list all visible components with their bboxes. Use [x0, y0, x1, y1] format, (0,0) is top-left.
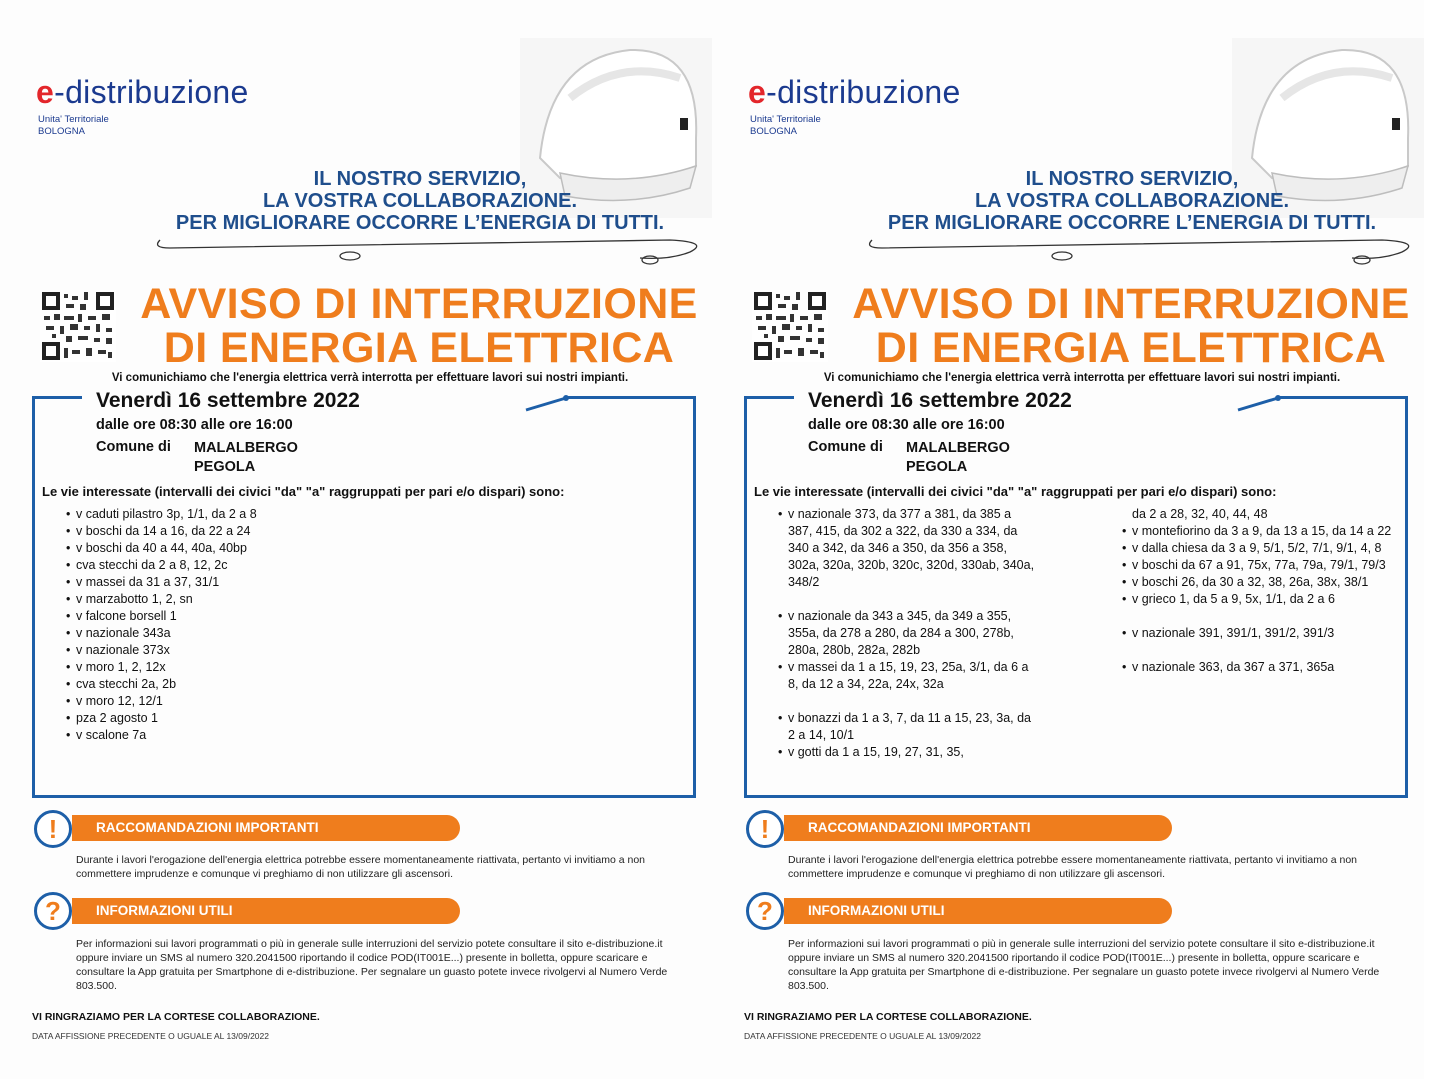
logo-e: e	[748, 74, 767, 110]
interruption-hours: dalle ore 08:30 alle ore 16:00	[96, 417, 293, 433]
list-item: • v massei da 31 a 37, 31/1	[64, 574, 324, 591]
notice-title-line2: DI ENERGIA ELETTRICA	[163, 324, 675, 372]
thanks-text: VI RINGRAZIAMO PER LA CORTESE COLLABORAZIONE.	[744, 1011, 1032, 1023]
wire-connector-icon	[520, 388, 580, 414]
interruption-date: Venerdì 16 settembre 2022	[808, 389, 1072, 412]
comune-line2: PEGOLA	[194, 459, 256, 475]
recommendations-title: RACCOMANDAZIONI IMPORTANTI	[72, 815, 460, 841]
streets-title: Le vie interessate (intervalli dei civici "da" "a" raggruppati per pari e/o dispari) sono:	[754, 484, 1277, 499]
list-item: • cva stecchi da 2 a 8, 12, 2c	[64, 557, 324, 574]
list-item: • v caduti pilastro 3p, 1/1, da 2 a 8	[64, 506, 324, 523]
info-text: Per informazioni sui lavori programmati o più in generale sulle interruzioni del servizio potete consultare il sito e-distribuzione.it oppure inviare un SMS al numero 320.2041500 riportando il codice POD(IT001E...) presente in bolletta, oppure scaricare e consultare la App gratuita per Smartphone di e-distribuzione. Per segnalare un guasto potete invece rivolgervi al Numero Verde 803.500.	[76, 938, 668, 992]
comune-label: Comune di	[808, 439, 883, 455]
list-item-continuation: da 2 a 28, 32, 40, 44, 48	[1132, 507, 1268, 521]
recommendations-title: RACCOMANDAZIONI IMPORTANTI	[784, 815, 1172, 841]
list-item: • v moro 1, 2, 12x	[64, 659, 324, 676]
recommendations-text: Durante i lavori l'erogazione dell'energia elettrica potrebbe essere momentaneamente riattivata, pertanto vi invitiamo a non commettere imprudenze e comunque vi preghiamo di non utilizzare gli ascensori.	[76, 854, 645, 880]
poster-right	[712, 0, 1424, 1079]
unit-label	[750, 114, 821, 138]
wire-connector-icon	[1232, 388, 1292, 414]
box-border-top-right	[568, 396, 696, 399]
question-icon: ?	[34, 892, 72, 930]
intro-text: Vi comunichiamo che l'energia elettrica verrà interrotta per effettuare lavori sui nostri impianti.	[823, 372, 1341, 384]
e-distribuzione-logo	[36, 74, 249, 111]
streets-list	[64, 506, 324, 744]
comune-label: Comune di	[96, 439, 171, 455]
warning-icon: !	[746, 810, 784, 848]
poster-left	[0, 0, 712, 1079]
thanks-text: VI RINGRAZIAMO PER LA CORTESE COLLABORAZIONE.	[32, 1011, 320, 1023]
comune-value	[194, 439, 298, 477]
logo-text: -distribuzione	[766, 74, 961, 110]
posting-date: DATA AFFISSIONE PRECEDENTE O UGUALE AL 13/09/2022	[32, 1031, 269, 1041]
unit-line1: Unita' Territoriale	[38, 114, 109, 125]
list-item: • v montefiorino da 3 a 9, da 13 a 15, da 14 a 22	[1120, 523, 1410, 540]
list-item: • v bonazzi da 1 a 3, 7, da 11 a 15, 23, 3a, da 2 a 14, 10/1	[776, 710, 1038, 744]
streets-list-col1	[776, 506, 1038, 761]
warning-icon: !	[34, 810, 72, 848]
unit-line2: BOLOGNA	[750, 126, 797, 137]
list-item: • v marzabotto 1, 2, sn	[64, 591, 324, 608]
list-item: • v boschi 26, da 30 a 32, 38, 26a, 38x, 38/1	[1120, 574, 1410, 591]
interruption-date: Venerdì 16 settembre 2022	[96, 389, 360, 412]
list-item: • cva stecchi 2a, 2b	[64, 676, 324, 693]
box-border-top-left	[744, 396, 794, 399]
comune-value	[906, 439, 1010, 477]
info-title: INFORMAZIONI UTILI	[72, 898, 460, 924]
list-item: • v boschi da 14 a 16, da 22 a 24	[64, 523, 324, 540]
unit-line1: Unita' Territoriale	[750, 114, 821, 125]
list-item: • v falcone borsell 1	[64, 608, 324, 625]
slogan-line1: IL NOSTRO SERVIZIO,	[1025, 168, 1239, 190]
list-item: • v nazionale 373x	[64, 642, 324, 659]
box-border-top-right	[1280, 396, 1408, 399]
list-item: • v boschi da 40 a 44, 40a, 40bp	[64, 540, 324, 557]
list-item: • v nazionale 373, da 377 a 381, da 385 a 387, 415, da 302 a 322, da 330 a 334, da 340 a 342, da 346 a 350, da 356 a 358, 302a, 320a, 320b, 320c, 320d, 330ab, 340a, 348/2	[776, 506, 1038, 591]
list-item: • v scalone 7a	[64, 727, 324, 744]
slogan-line3: PER MIGLIORARE OCCORRE L’ENERGIA DI TUTTI.	[887, 212, 1377, 234]
notice-title	[836, 282, 1426, 370]
e-distribuzione-logo	[748, 74, 961, 111]
slogan-line1: IL NOSTRO SERVIZIO,	[313, 168, 527, 190]
notice-title-line2: DI ENERGIA ELETTRICA	[875, 324, 1387, 372]
notice-title-line1: AVVISO DI INTERRUZIONE	[140, 280, 698, 328]
logo-e: e	[36, 74, 55, 110]
list-item: • v massei da 1 a 15, 19, 23, 25a, 3/1, da 6 a 8, da 12 a 34, 22a, 24x, 32a	[776, 659, 1038, 693]
box-border-top-left	[32, 396, 82, 399]
list-item: • pza 2 agosto 1	[64, 710, 324, 727]
interruption-hours: dalle ore 08:30 alle ore 16:00	[808, 417, 1005, 433]
question-icon: ?	[746, 892, 784, 930]
list-item: • v nazionale da 343 a 345, da 349 a 355, 355a, da 278 a 280, da 284 a 300, 278b, 280a, 280b, 282a, 282b	[776, 608, 1038, 659]
comune-line2: PEGOLA	[906, 459, 968, 475]
qr-code-icon	[40, 290, 116, 362]
list-item: • v boschi da 67 a 91, 75x, 77a, 79a, 79/1, 79/3	[1120, 557, 1410, 574]
list-item: • v nazionale 391, 391/1, 391/2, 391/3	[1120, 625, 1410, 642]
list-item: • v moro 12, 12/1	[64, 693, 324, 710]
recommendations-text: Durante i lavori l'erogazione dell'energia elettrica potrebbe essere momentaneamente riattivata, pertanto vi invitiamo a non commettere imprudenze e comunque vi preghiamo di non utilizzare gli ascensori.	[788, 854, 1357, 880]
slogan-line2: LA VOSTRA COLLABORAZIONE.	[262, 190, 578, 212]
list-item: • v dalla chiesa da 3 a 9, 5/1, 5/2, 7/1, 9/1, 4, 8	[1120, 540, 1410, 557]
cable-plug-icon	[862, 220, 1422, 270]
streets-title: Le vie interessate (intervalli dei civici "da" "a" raggruppati per pari e/o dispari) sono:	[42, 484, 565, 499]
logo-text: -distribuzione	[54, 74, 249, 110]
notice-title	[124, 282, 714, 370]
posting-date: DATA AFFISSIONE PRECEDENTE O UGUALE AL 13/09/2022	[744, 1031, 981, 1041]
slogan-line3: PER MIGLIORARE OCCORRE L’ENERGIA DI TUTTI.	[175, 212, 665, 234]
slogan-line2: LA VOSTRA COLLABORAZIONE.	[974, 190, 1290, 212]
list-item: • v nazionale 363, da 367 a 371, 365a	[1120, 659, 1410, 676]
cable-plug-icon	[150, 220, 710, 270]
list-item: • v nazionale 343a	[64, 625, 324, 642]
list-item: • v gotti da 1 a 15, 19, 27, 31, 35,	[776, 744, 1038, 761]
comune-line1: MALALBERGO	[906, 440, 1010, 456]
info-title: INFORMAZIONI UTILI	[784, 898, 1172, 924]
unit-line2: BOLOGNA	[38, 126, 85, 137]
list-item: • v grieco 1, da 5 a 9, 5x, 1/1, da 2 a 6	[1120, 591, 1410, 608]
intro-text: Vi comunichiamo che l'energia elettrica verrà interrotta per effettuare lavori sui nostri impianti.	[111, 372, 629, 384]
notice-title-line1: AVVISO DI INTERRUZIONE	[852, 280, 1410, 328]
info-text: Per informazioni sui lavori programmati o più in generale sulle interruzioni del servizio potete consultare il sito e-distribuzione.it oppure inviare un SMS al numero 320.2041500 riportando il codice POD(IT001E...) presente in bolletta, oppure scaricare e consultare la App gratuita per Smartphone di e-distribuzione. Per segnalare un guasto potete invece rivolgervi al Numero Verde 803.500.	[788, 938, 1380, 992]
streets-list-col2	[1120, 523, 1410, 676]
comune-line1: MALALBERGO	[194, 440, 298, 456]
qr-code-icon	[752, 290, 828, 362]
unit-label	[38, 114, 109, 138]
